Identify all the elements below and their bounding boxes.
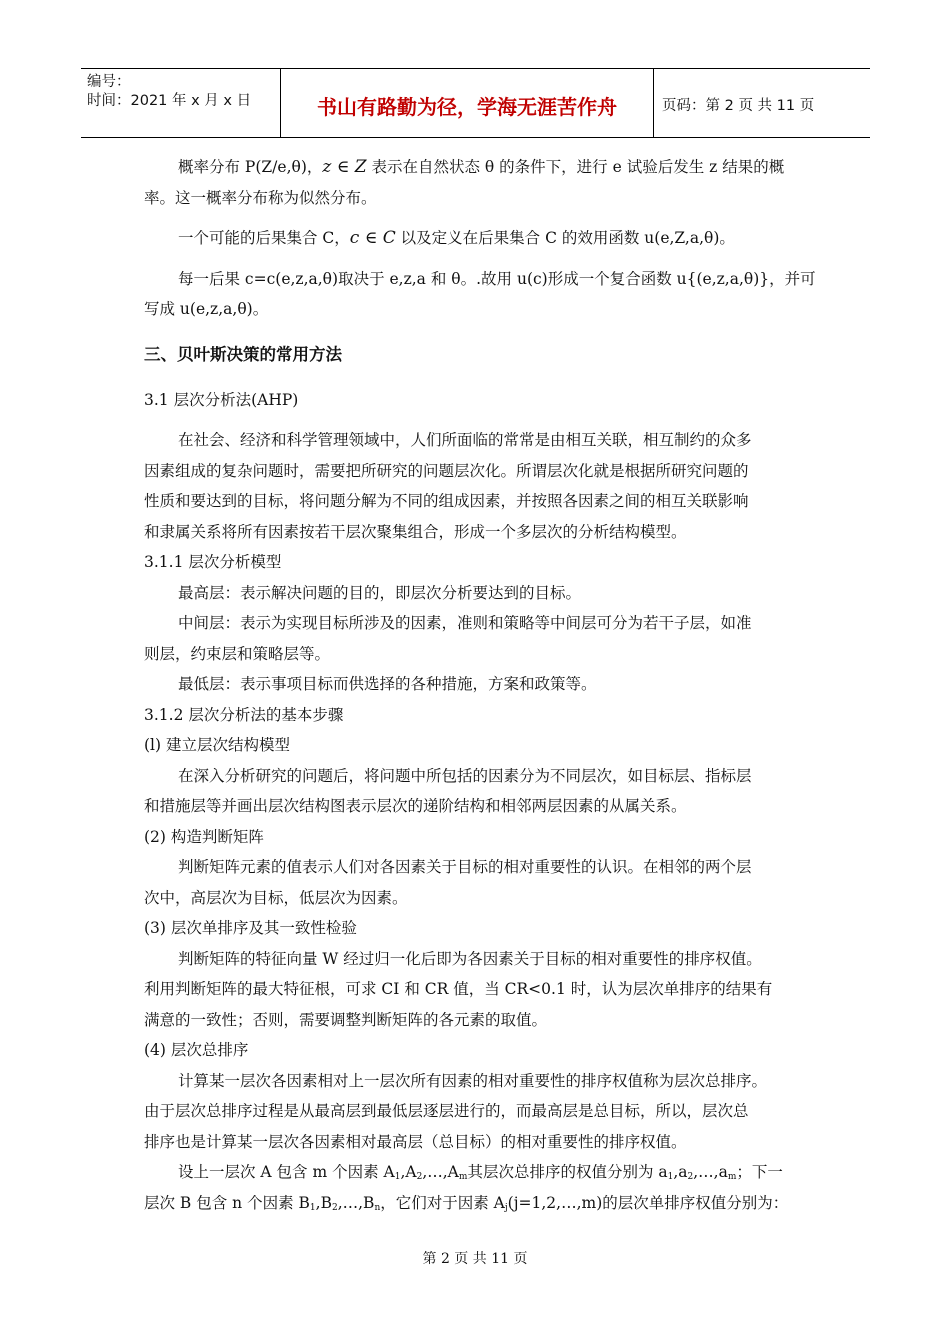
header-motto: 书山有路勤为径，学海无涯苦作舟 bbox=[281, 69, 654, 137]
header-meta bbox=[81, 69, 281, 137]
step-2-title: (2) 构造判断矩阵 bbox=[144, 827, 264, 846]
paragraph-ahp-2: 因素组成的复杂问题时，需要把所研究的问题层次化。所谓层次化就是根据所研究问题的 bbox=[144, 461, 749, 480]
step-1-text-2: 和措施层等并画出层次结构图表示层次的递阶结构和相邻两层因素的从属关系。 bbox=[144, 797, 687, 815]
subsection-3-1-1: 3.1.1 层次分析模型 bbox=[144, 553, 282, 571]
step-1-title: (l) 建立层次结构模型 bbox=[144, 736, 290, 754]
paragraph-composite-function-cont: 写成 u(e,z,a,θ)。 bbox=[144, 300, 269, 318]
step-2-text-2: 次中，高层次为目标，低层次为因素。 bbox=[144, 888, 408, 907]
paragraph-likelihood: 概率分布 P(Z/e,θ)，z ∈ Z 表示在自然状态 θ 的条件下，进行 e 试验后发生 z 结果的概 bbox=[178, 157, 785, 177]
step-3-text-2: 利用判断矩阵的最大特征根，可求 CI 和 CR 值，当 CR<0.1 时，认为层次单排序的结果有 bbox=[144, 980, 773, 998]
section-heading-3: 三、贝叶斯决策的常用方法 bbox=[144, 344, 342, 364]
step-2-text-1: 判断矩阵元素的值表示人们对各因素关于目标的相对重要性的认识。在相邻的两个层 bbox=[178, 858, 752, 876]
paragraph-likelihood-cont: 率。这一概率分布称为似然分布。 bbox=[144, 188, 377, 207]
step-4-text-3: 排序也是计算某一层次各因素相对最高层（总目标）的相对重要性的排序权值。 bbox=[144, 1132, 687, 1151]
header-number: 编号： bbox=[87, 74, 131, 90]
step-3-title: (3) 层次单排序及其一致性检验 bbox=[144, 919, 357, 937]
subsection-3-1-2: 3.1.2 层次分析法的基本步骤 bbox=[144, 705, 344, 724]
paragraph-total-ranking-1: 设上一层次 A 包含 m 个因素 $A_1,A_2,\dots,A_m$其层次总排序的权值分别为 $a_1,a_2,\dots,a_m$；下一 bbox=[178, 1163, 783, 1182]
paragraph-consequence-set: 一个可能的后果集合 C，c ∈ C 以及定义在后果集合 C 的效用函数 u(e,Z,a,θ)。 bbox=[178, 228, 735, 248]
step-4-text-2: 由于层次总排序过程是从最高层到最低层逐层进行的，而最高层是总目标，所以，层次总 bbox=[144, 1102, 749, 1120]
step-4-text-1: 计算某一层次各因素相对上一层次所有因素的相对重要性的排序权值称为层次总排序。 bbox=[178, 1071, 768, 1090]
paragraph-ahp-1: 在社会、经济和科学管理领域中，人们所面临的常常是由相互关联，相互制约的众多 bbox=[178, 431, 752, 449]
model-middle-layer-cont: 则层，约束层和策略层等。 bbox=[144, 644, 331, 663]
step-3-text-1: 判断矩阵的特征向量 W 经过归一化后即为各因素关于目标的相对重要性的排序权值。 bbox=[178, 949, 762, 968]
math-c-in-C: c ∈ C bbox=[349, 228, 396, 248]
math-z-in-Z: z ∈ Z bbox=[322, 157, 367, 177]
step-4-title: (4) 层次总排序 bbox=[144, 1041, 249, 1059]
header-page-info: 页码：第 2 页 共 11 页 bbox=[662, 97, 815, 114]
paragraph-ahp-3: 性质和要达到的目标，将问题分解为不同的组成因素，并按照各因素之间的相互关联影响 bbox=[144, 492, 749, 510]
document-body bbox=[144, 152, 816, 1218]
step-3-text-3: 满意的一致性；否则，需要调整判断矩阵的各元素的取值。 bbox=[144, 1010, 548, 1029]
model-middle-layer: 中间层：表示为实现目标所涉及的因素，准则和策略等中间层可分为若干子层，如准 bbox=[178, 614, 752, 632]
model-top-layer: 最高层：表示解决问题的目的，即层次分析要达到的目标。 bbox=[178, 583, 582, 602]
step-1-text-1: 在深入分析研究的问题后，将问题中所包括的因素分为不同层次，如目标层、指标层 bbox=[178, 766, 752, 785]
subsection-3-1: 3.1 层次分析法(AHP) bbox=[144, 390, 299, 409]
paragraph-total-ranking-2: 层次 B 包含 n 个因素 $B_1,B_2,\dots,B_n$，它们对于因素 $A_j(j=1,2,\dots,m)$的层次单排序权值分别为： bbox=[144, 1193, 789, 1213]
page-footer: 第 2 页 共 11 页 bbox=[422, 1251, 528, 1267]
paragraph-ahp-4: 和隶属关系将所有因素按若干层次聚集组合，形成一个多层次的分析结构模型。 bbox=[144, 522, 687, 541]
model-lowest-layer: 最低层：表示事项目标而供选择的各种措施，方案和政策等。 bbox=[178, 675, 597, 693]
page-header bbox=[81, 68, 870, 138]
paragraph-composite-function: 每一后果 c=c(e,z,a,θ)取决于 e,z,a 和 θ。.故用 u(c)形成一个复合函数 u{(e,z,a,θ)}，并可 bbox=[178, 269, 816, 288]
header-date: 时间：2021 年 x 月 x 日 bbox=[87, 93, 252, 109]
